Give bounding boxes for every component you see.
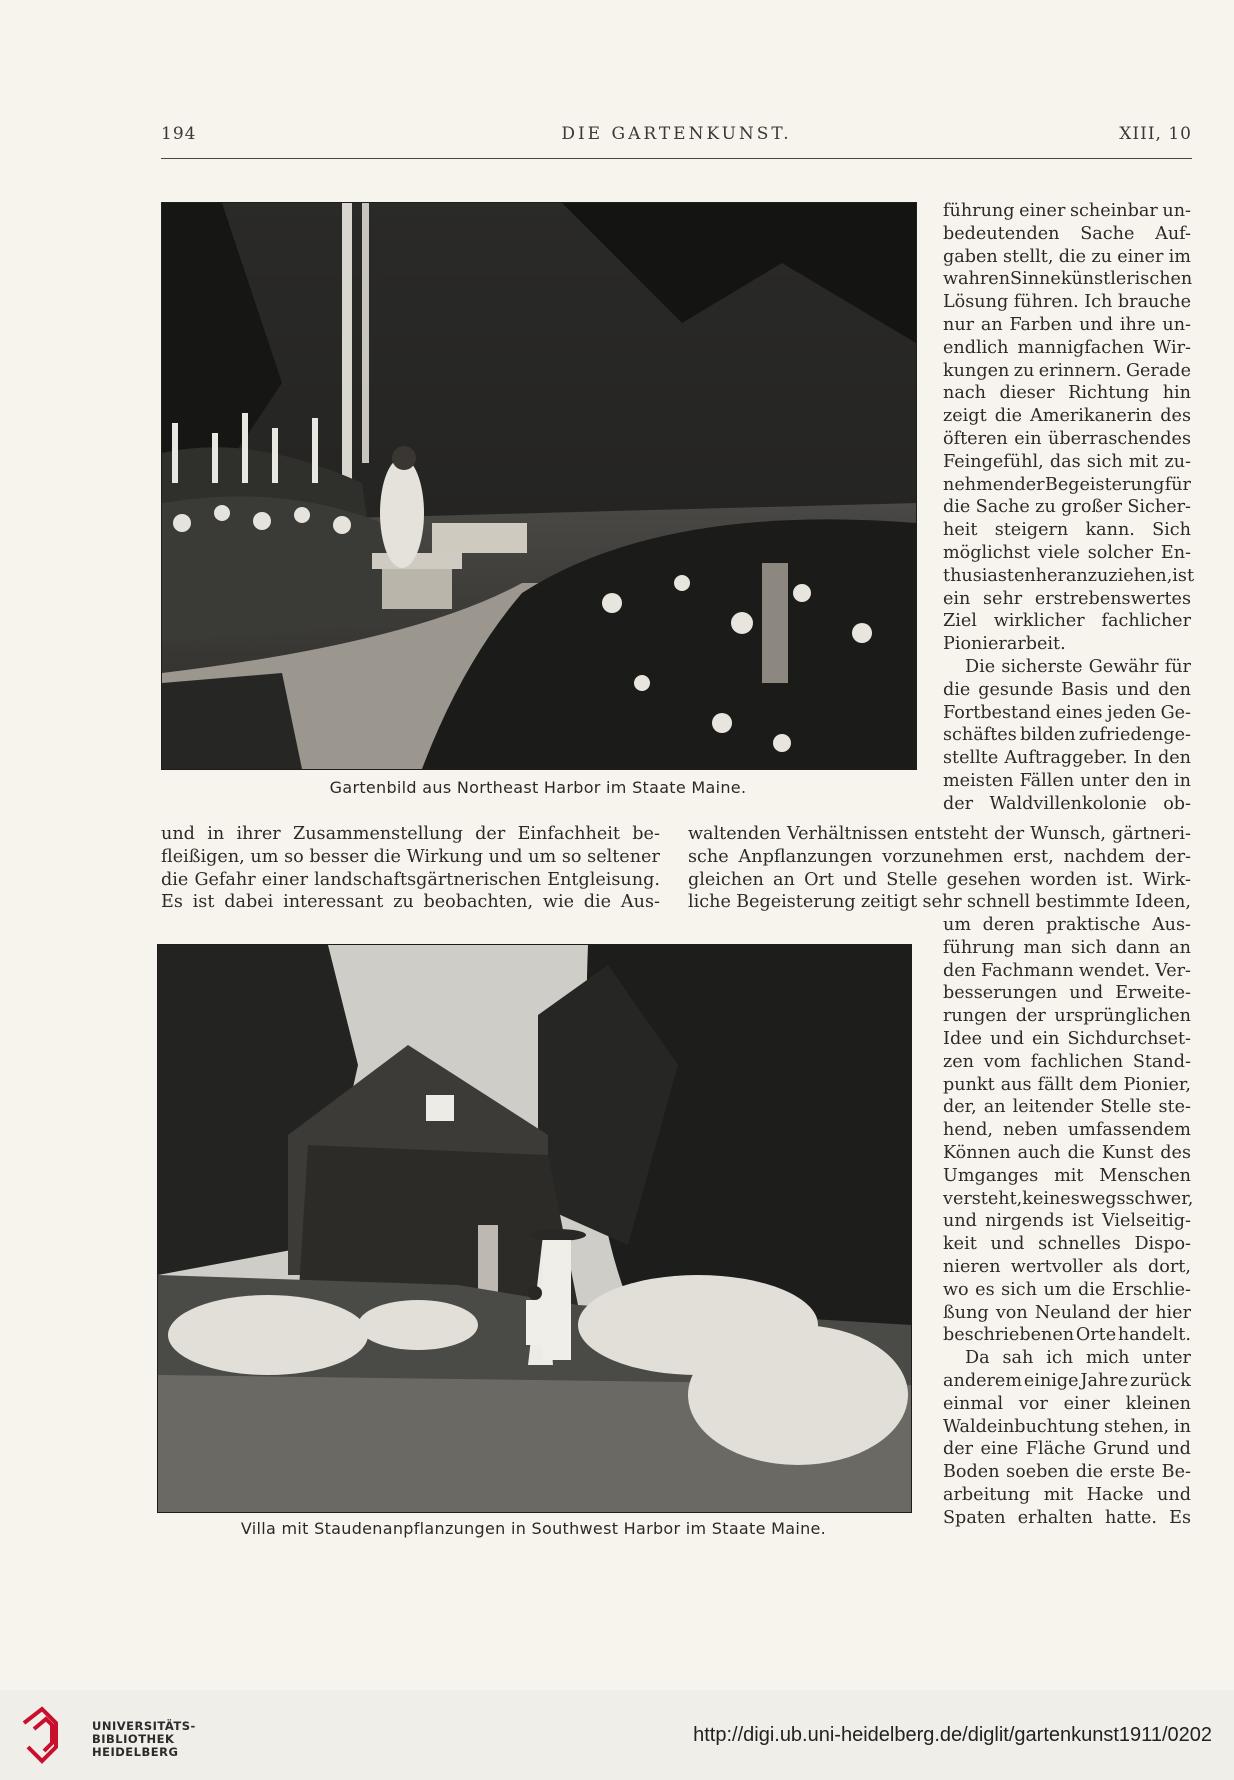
text-line: nach dieser Richtung hin bbox=[943, 383, 1191, 404]
text-line: fleißigen, um so besser die Wirkung und um so seltener bbox=[161, 846, 660, 867]
text-line: gleichen an Ort und Stelle gesehen worden ist. Wirk- bbox=[688, 869, 1191, 890]
text-line: ßung von Neuland der hier bbox=[943, 1302, 1191, 1323]
text-line: wahren Sinne künstlerischen bbox=[943, 269, 1193, 290]
text-line: die gesunde Basis und den bbox=[943, 679, 1191, 700]
header-rule bbox=[161, 158, 1192, 159]
text-line: gaben stellt, die zu einer im bbox=[943, 246, 1191, 267]
text-line: wo es sich um die Erschlie- bbox=[943, 1279, 1191, 1300]
text-line: Feingefühl, das sich mit zu- bbox=[943, 451, 1191, 472]
text-line: nieren wertvoller als dort, bbox=[943, 1256, 1191, 1277]
text-line: bedeutenden Sache Auf- bbox=[943, 223, 1191, 244]
text-line: Es ist dabei interessant zu beobachten, wie die Aus- bbox=[161, 892, 660, 913]
text-line: endlich mannigfachen Wir- bbox=[943, 337, 1191, 358]
text-line: versteht, keineswegs schwer, bbox=[943, 1188, 1194, 1209]
photo-illustration bbox=[158, 945, 911, 1512]
text-line: keit und schnelles Dispo- bbox=[943, 1234, 1191, 1255]
text-line: beschriebenen Orte handelt. bbox=[943, 1325, 1191, 1346]
journal-title: DIE GARTENKUNST. bbox=[561, 124, 792, 144]
text-line: punkt aus fällt dem Pionier, bbox=[943, 1074, 1191, 1095]
text-line: möglichst viele solcher En- bbox=[943, 542, 1191, 563]
text-line: sche Anpflanzungen vorzunehmen erst, nachdem der- bbox=[688, 846, 1191, 867]
garden-photo-northeast-harbor bbox=[161, 202, 917, 770]
text-line: nur an Farben und ihre un- bbox=[943, 314, 1191, 335]
villa-photo-southwest-harbor bbox=[157, 944, 912, 1513]
text-line: Fortbestand eines jeden Ge- bbox=[943, 702, 1191, 723]
right-column-top-text bbox=[943, 200, 1195, 816]
text-line: der Waldvillenkolonie ob- bbox=[943, 793, 1191, 814]
text-line: ein sehr erstrebenswertes bbox=[943, 588, 1191, 609]
text-line: kungen zu erinnern. Gerade bbox=[943, 360, 1191, 381]
text-line: öfteren ein überraschendes bbox=[943, 428, 1191, 449]
library-name bbox=[92, 1720, 196, 1759]
text-line: thusiasten heranzuziehen, ist bbox=[943, 565, 1195, 586]
text-line: Pionierarbeit. bbox=[943, 634, 1066, 655]
text-line: Idee und ein Sichdurchset- bbox=[943, 1028, 1191, 1049]
library-name-line-1: UNIVERSITÄTS- bbox=[92, 1719, 196, 1733]
text-line: der eine Fläche Grund und bbox=[943, 1439, 1191, 1460]
text-line: einmal vor einer kleinen bbox=[943, 1393, 1191, 1414]
text-line: waltenden Verhältnissen entsteht der Wunsch, gärtneri- bbox=[688, 824, 1191, 844]
photo-illustration bbox=[162, 203, 916, 769]
text-line: und in ihrer Zusammenstellung der Einfachheit be- bbox=[161, 824, 660, 844]
text-line: Da sah ich mich unter bbox=[965, 1348, 1191, 1369]
right-column-middle-text bbox=[688, 823, 1191, 914]
text-line: Umganges mit Menschen bbox=[943, 1165, 1191, 1186]
volume-number: XIII, 10 bbox=[1119, 124, 1192, 144]
library-name-line-2: BIBLIOTHEK bbox=[92, 1732, 175, 1746]
text-line: liche Begeisterung zeitigt sehr schnell bestimmte Ideen, bbox=[688, 892, 1191, 913]
text-line: zeigt die Amerikanerin des bbox=[943, 406, 1191, 427]
text-line: nehmender Begeisterung für bbox=[943, 474, 1191, 495]
library-logo-icon bbox=[14, 1705, 74, 1765]
library-name-line-3: HEIDELBERG bbox=[92, 1745, 179, 1759]
text-line: schäftes bilden zufriedenge- bbox=[943, 725, 1191, 746]
figure-caption-1: Gartenbild aus Northeast Harbor im Staate Maine. bbox=[329, 778, 747, 797]
page-number: 194 bbox=[161, 124, 197, 144]
text-line: Die sicherste Gewähr für bbox=[965, 656, 1191, 677]
text-line: arbeitung mit Hacke und bbox=[943, 1484, 1191, 1505]
right-column-bottom-text bbox=[943, 914, 1194, 1530]
left-column-middle-text bbox=[161, 823, 660, 914]
text-line: Ziel wirklicher fachlicher bbox=[943, 611, 1191, 632]
text-line: besserungen und Erweite- bbox=[943, 983, 1191, 1004]
text-line: die Gefahr einer landschaftsgärtnerischen Entgleisung. bbox=[161, 869, 660, 890]
text-line: rungen der ursprünglichen bbox=[943, 1006, 1191, 1027]
text-line: anderem einige Jahre zurück bbox=[943, 1370, 1191, 1391]
text-line: und nirgends ist Vielseitig- bbox=[943, 1211, 1191, 1232]
page-header bbox=[161, 120, 1192, 146]
text-line: stellte Auftraggeber. In den bbox=[943, 748, 1191, 769]
text-line: Spaten erhalten hatte. Es bbox=[943, 1507, 1191, 1528]
digitization-footer bbox=[0, 1690, 1234, 1780]
text-line: meisten Fällen unter den in bbox=[943, 770, 1191, 791]
text-line: den Fachmann wendet. Ver- bbox=[943, 960, 1191, 981]
text-line: um deren praktische Aus- bbox=[943, 915, 1191, 935]
text-line: Können auch die Kunst des bbox=[943, 1142, 1191, 1163]
text-line: Boden soeben die erste Be- bbox=[943, 1462, 1191, 1483]
text-line: hend, neben umfassendem bbox=[943, 1120, 1191, 1141]
text-line: zen vom fachlichen Stand- bbox=[943, 1051, 1191, 1072]
text-line: der, an leitender Stelle ste- bbox=[943, 1097, 1191, 1118]
text-line: Lösung führen. Ich brauche bbox=[943, 292, 1191, 313]
text-line: führung man sich dann an bbox=[943, 937, 1191, 958]
text-line: führung einer scheinbar un- bbox=[943, 201, 1191, 221]
text-line: Waldeinbuchtung stehen, in bbox=[943, 1416, 1191, 1437]
text-line: die Sache zu großer Sicher- bbox=[943, 497, 1191, 518]
figure-caption-2: Villa mit Staudenanpflanzungen in Southwest Harbor im Staate Maine. bbox=[240, 1519, 827, 1538]
text-line: heit steigern kann. Sich bbox=[943, 520, 1191, 541]
source-url-link[interactable]: http://digi.ub.uni-heidelberg.de/diglit/gartenkunst1911/0202 bbox=[693, 1724, 1212, 1746]
